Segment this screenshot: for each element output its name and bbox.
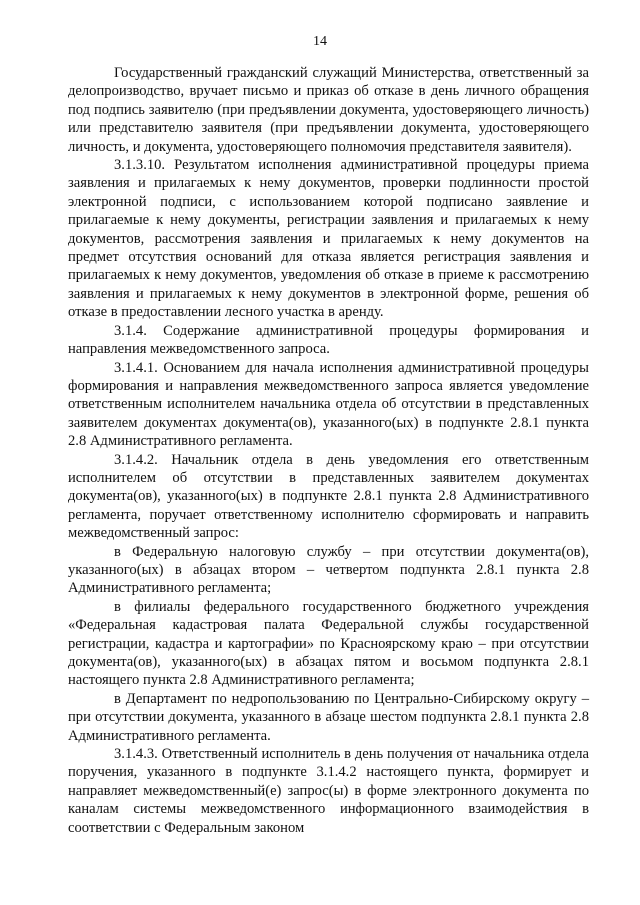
paragraph-tax-service-request: в Федеральную налоговую службу – при отсутствии документа(ов), указанного(ых) в абзацах втором – четвертом подпункта 2.8.1 пункта 2.8 Административного регламента; [68, 543, 589, 597]
paragraph-3-1-4-3: 3.1.4.3. Ответственный исполнитель в день получения от начальника отдела поручения, указанного в подпункте 3.1.4.2 настоящего пункта, формирует и направляет межведомственный(е) запрос(ы) в форме электронного документа по каналам системы межведомственного информационного взаимодействия в соответствии с Федеральным законом [68, 746, 589, 836]
paragraph-subsoil-department-request: в Департамент по недропользованию по Центрально-Сибирскому округу – при отсутствии документа, указанного в абзаце шестом подпункта 2.8.1 пункта 2.8 Административного регламента. [68, 690, 589, 744]
paragraph-delivery-of-refusal: Государственный гражданский служащий Министерства, ответственный за делопроизводство, вручает письмо и приказ об отказе в день личного обращения под подпись заявителю (при предъявлении документа, удостоверяющего личность) или представителю заявителя (при предъявлении документа, удостоверяющего личность, и документа, удостоверяющего полномочия представителя заявителя). [68, 65, 589, 155]
page-number: 14 [313, 34, 327, 49]
paragraph-3-1-3-10: 3.1.3.10. Результатом исполнения административной процедуры приема заявления и прилагаемых к нему документов, проверки подлинности простой электронной подписи, с использованием которой подписано заявление и прилагаемые к нему документы, регистрации заявления и прилагаемых к нему документов, рассмотрения заявления и прилагаемых к нему документов на предмет отсутствия оснований для отказа является регистрация заявления и прилагаемых к нему документов, уведомления об отказе в приеме к рассмотрению заявления и прилагаемых к нему документов в электронной форме, решения об отказе в предоставлении лесного участка в аренду. [68, 157, 589, 321]
paragraph-cadastral-chamber-request: в филиалы федерального государственного бюджетного учреждения «Федеральная кадастровая палата Федеральной службы государственной регистрации, кадастра и картографии» по Красноярскому краю – при отсутствии документа(ов), указанного(ых) в абзацах пятом и восьмом подпункта 2.8.1 настоящего пункта 2.8 Административного регламента; [68, 598, 589, 689]
paragraph-3-1-4-2: 3.1.4.2. Начальник отдела в день уведомления его ответственным исполнителем об отсутствии в представленных заявителем документах документа(ов), указанного(ых) в подпункте 2.8.1 пункта 2.8 Административного регламента, поручает ответственному исполнителю сформировать и направить межведомственный запрос: [68, 451, 589, 542]
document-body [68, 64, 589, 837]
paragraph-3-1-4-1: 3.1.4.1. Основанием для начала исполнения административной процедуры формирования и направления межведомственного запроса является уведомление ответственным исполнителем начальника отдела об отсутствии в представленных заявителем документах документа(ов), указанного(ых) в подпункте 2.8.1 пункта 2.8 Административного регламента. [68, 359, 589, 450]
paragraph-3-1-4: 3.1.4. Содержание административной процедуры формирования и направления межведомственного запроса. [68, 322, 589, 358]
